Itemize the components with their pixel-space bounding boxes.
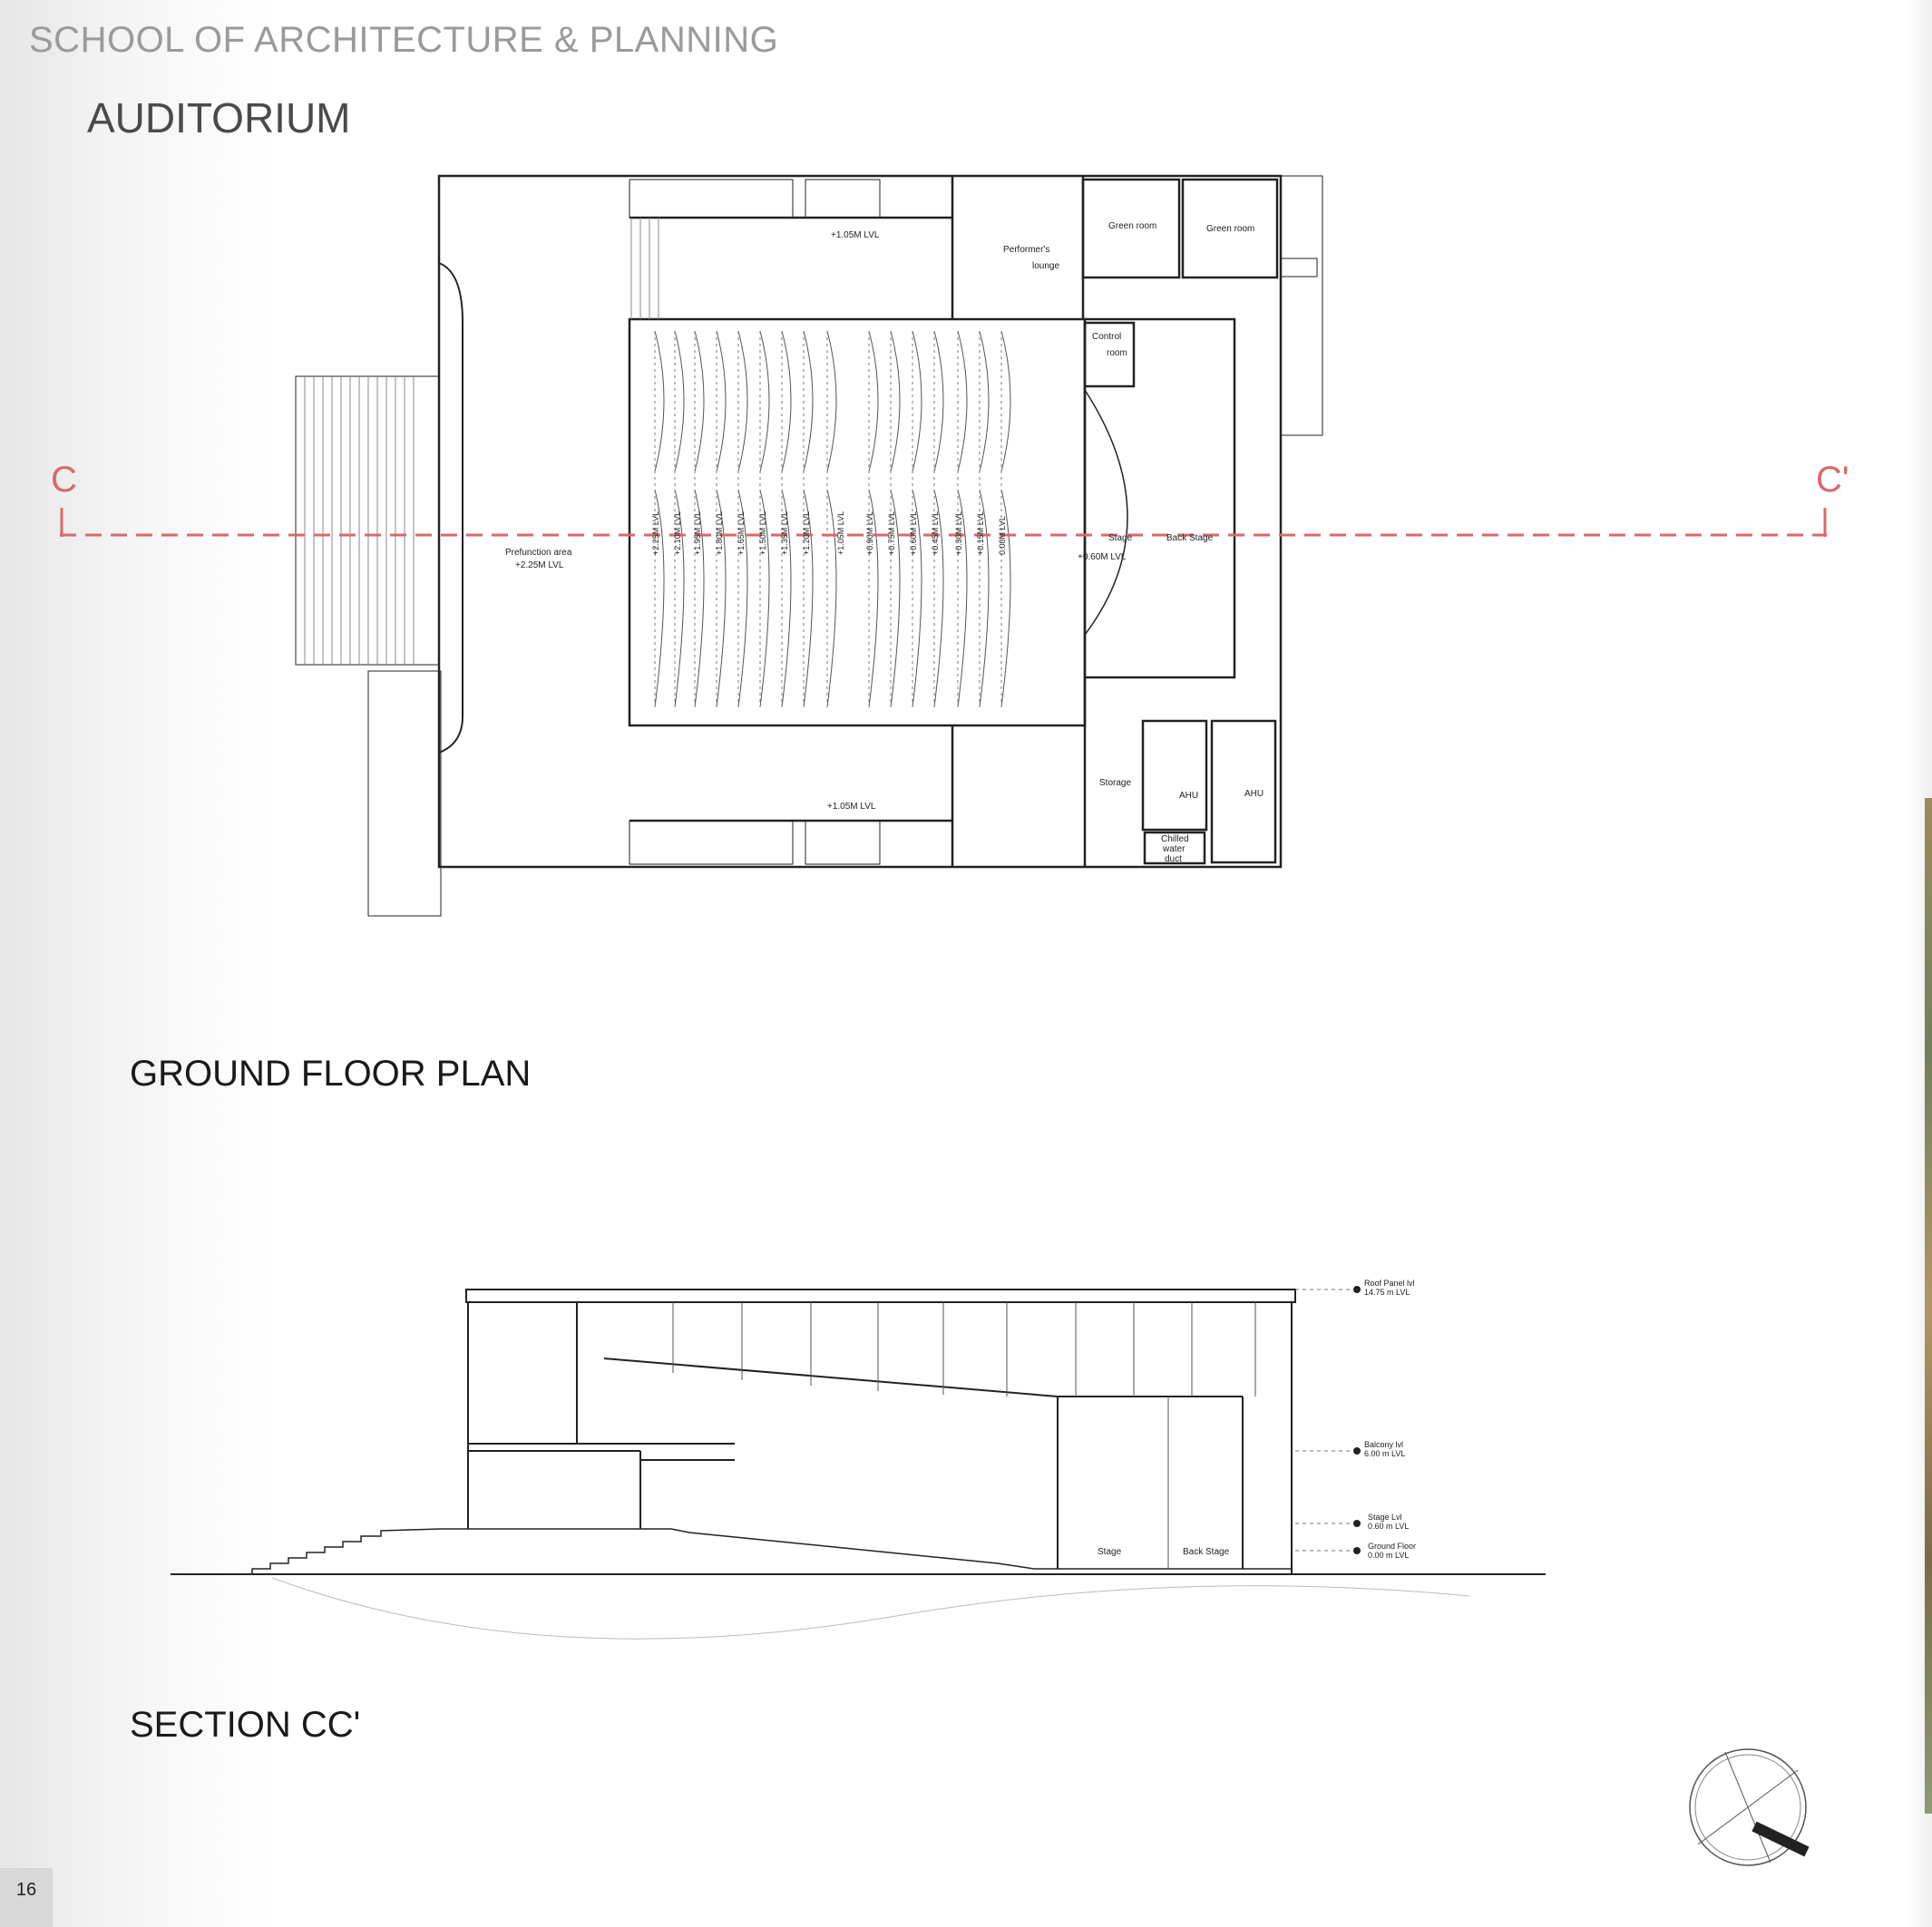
label-storage: Storage [1099, 778, 1132, 788]
level-ground-name: Ground Floor [1368, 1542, 1417, 1551]
row-level-label: +1.35M LVL [780, 511, 789, 555]
section-caption: SECTION CC' [130, 1705, 361, 1745]
row-level-label: +2.25M LVL [651, 511, 660, 555]
row-level-label: +1.95M LVL [693, 511, 702, 555]
row-level-label: +0.90M LVL [865, 511, 874, 555]
row-level-label: +1.65M LVL [737, 511, 746, 555]
label-ahu-1: AHU [1179, 791, 1199, 801]
section-label-stage: Stage [1098, 1547, 1122, 1557]
level-ground-value: 0.00 m LVL [1368, 1551, 1410, 1560]
level-stage-value: 0.60 m LVL [1368, 1522, 1410, 1531]
plan-outer-wall [439, 176, 1281, 867]
row-level-label: +0.30M LVL [954, 511, 963, 555]
label-ahu-2: AHU [1244, 789, 1264, 799]
section-drawing [0, 1251, 1932, 1669]
label-control: Control [1092, 332, 1122, 342]
label-chilled-3: duct [1165, 854, 1182, 864]
label-back-stage: Back Stage [1166, 533, 1214, 543]
row-level-label: +2.10M LVL [673, 511, 682, 555]
row-level-label: +0.75M LVL [887, 511, 896, 555]
level-roof-value: 14.75 m LVL [1364, 1288, 1410, 1297]
section-label-back-stage: Back Stage [1183, 1547, 1230, 1557]
row-level-label: +1.05M LVL [836, 511, 845, 555]
row-level-label: +0.15M LVL [976, 511, 985, 555]
label-lvl-top: +1.05M LVL [831, 230, 880, 240]
label-prefunction: Prefunction area [505, 548, 572, 558]
level-roof-name: Roof Panel lvl [1364, 1279, 1415, 1288]
label-room: room [1107, 348, 1127, 358]
page-number: 16 [15, 1880, 37, 1900]
label-green-room-2: Green room [1206, 224, 1255, 234]
label-performers: Performer's [1003, 245, 1050, 255]
label-stage: Stage [1108, 533, 1133, 543]
row-level-label: 0.00M LVL [998, 516, 1007, 555]
ground-floor-plan-drawing [0, 0, 1932, 961]
row-level-label: +0.45M LVL [931, 511, 940, 555]
label-chilled-2: water [1163, 844, 1186, 854]
label-prefunction-lvl: +2.25M LVL [515, 560, 564, 570]
section-mark-right: C' [1816, 460, 1849, 500]
row-level-labels [651, 511, 1007, 555]
page-title: AUDITORIUM [87, 94, 351, 141]
level-stage-name: Stage Lvl [1368, 1513, 1402, 1522]
section-mark-left: C [51, 460, 77, 500]
label-green-room-1: Green room [1108, 221, 1157, 231]
north-arrow-icon [1680, 1739, 1816, 1875]
label-lvl-bottom: +1.05M LVL [827, 802, 876, 812]
level-balcony-name: Balcony lvl [1364, 1440, 1404, 1449]
label-lounge: lounge [1032, 261, 1060, 271]
row-level-label: +0.60M LVL [909, 511, 918, 555]
plan-caption: GROUND FLOOR PLAN [130, 1054, 532, 1094]
label-stage-lvl: +0.60M LVL [1078, 552, 1127, 562]
section-cut-line [60, 508, 1827, 537]
row-level-label: +1.20M LVL [802, 511, 811, 555]
school-heading: SCHOOL OF ARCHITECTURE & PLANNING [29, 20, 779, 60]
row-level-label: +1.50M LVL [758, 511, 767, 555]
level-balcony-value: 6.00 m LVL [1364, 1449, 1406, 1458]
label-chilled-1: Chilled [1161, 834, 1189, 844]
row-level-label: +1.80M LVL [715, 511, 724, 555]
